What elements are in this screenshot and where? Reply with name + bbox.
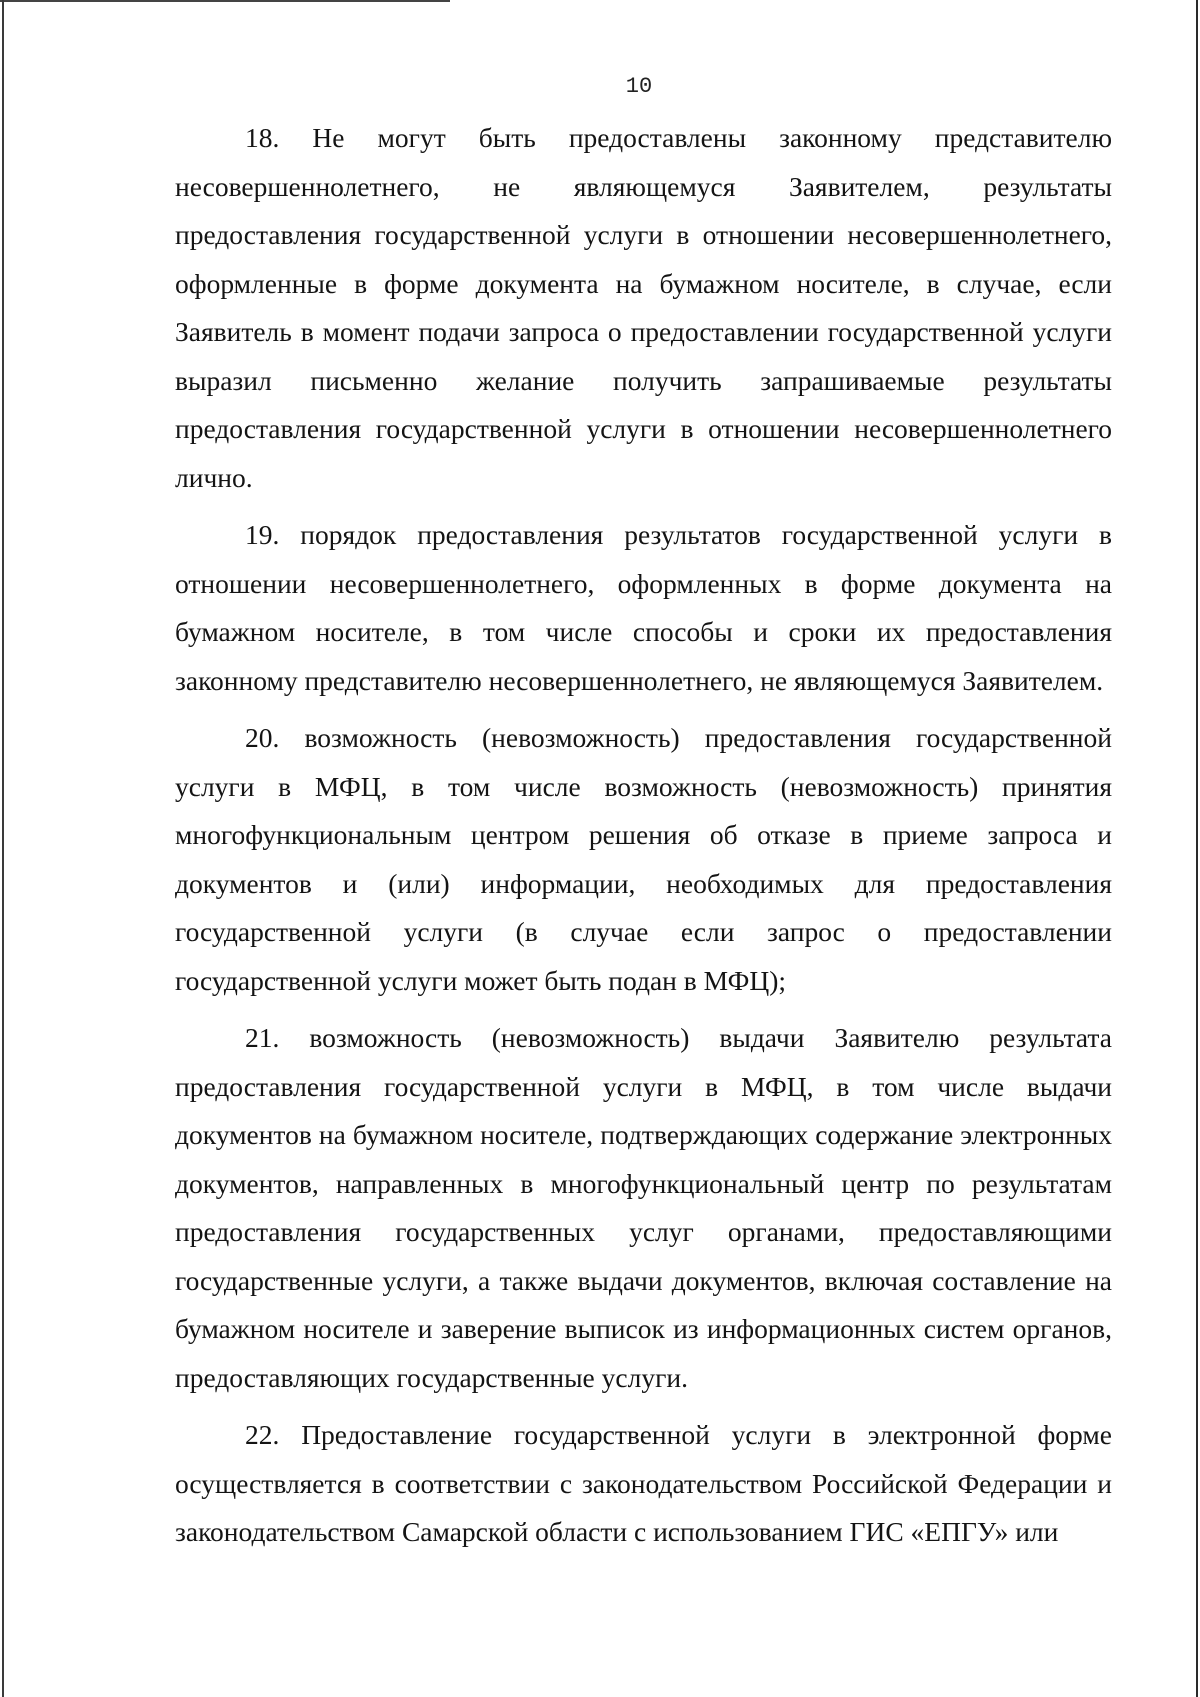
paragraph-20: 20. возможность (невозможность) предоставления государственной услуги в МФЦ, в том числе возможность (невозможность) принятия многофункциональным центром решения об отказе в приеме запроса и документов и (или) информации, необходимых для предоставления государственной услуги (в случае если запрос о предоставлении государственной услуги может быть подан в МФЦ);: [175, 722, 1112, 996]
paragraph-21: 21. возможность (невозможность) выдачи Заявителю результата предоставления государственной услуги в МФЦ, в том числе выдачи документов на бумажном носителе, подтверждающих содержание электронных документов, направленных в многофункциональный центр по результатам предоставления государственных услуг органами, предоставляющими государственные услуги, а также выдачи документов, включая составление на бумажном носителе и заверение выписок из информационных систем органов, предоставляющих государственные услуги.: [175, 1022, 1112, 1393]
scan-edge-right: [1196, 0, 1198, 1697]
document-body: [175, 114, 1112, 1557]
paragraph-19: 19. порядок предоставления результатов государственной услуги в отношении несовершеннолетнего, оформленных в форме документа на бумажном носителе, в том числе способы и сроки их предоставления законному представителю несовершеннолетнего, не являющемуся Заявителем.: [175, 519, 1112, 696]
page-number: 10: [625, 74, 653, 99]
scan-edge-top: [0, 0, 450, 2]
paragraph-18: 18. Не могут быть предоставлены законному представителю несовершеннолетнего, не являющемуся Заявителем, результаты предоставления государственной услуги в отношении несовершеннолетнего, оформленные в форме документа на бумажном носителе, в случае, если Заявитель в момент подачи запроса о предоставлении государственной услуги выразил письменно желание получить запрашиваемые результаты предоставления государственной услуги в отношении несовершеннолетнего лично.: [175, 122, 1112, 493]
scan-edge-left: [2, 0, 4, 1697]
paragraph-22: 22. Предоставление государственной услуги в электронной форме осуществляется в соответствии с законодательством Российской Федерации и законодательством Самарской области с использованием ГИС «ЕПГУ» или: [175, 1419, 1112, 1547]
